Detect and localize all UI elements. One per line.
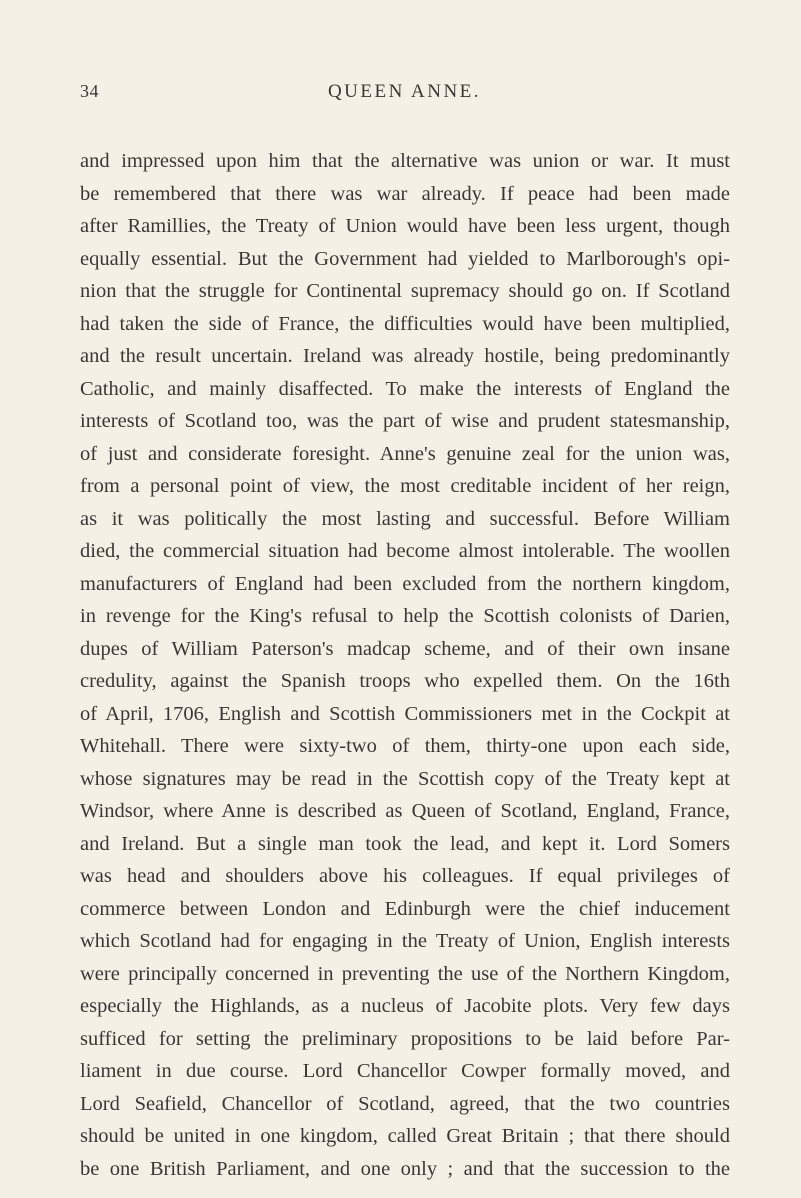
text-line: of just and considerate foresight. Anne's genuine zeal for the union was, [80,442,730,465]
text-line: from a personal point of view, the most creditable incident of her reign, [80,475,730,497]
text-line: and impressed upon him that the alternative was union or war. It must [80,150,730,172]
text-line: sufficed for setting the preliminary propositions to be laid before Par- [80,1027,730,1050]
text-line: and the result uncertain. Ireland was already hostile, being predominantly [80,345,730,367]
text-line: and Ireland. But a single man took the lead, and kept it. Lord Somers [80,832,730,855]
text-line: whose signatures may be read in the Scottish copy of the Treaty kept at [80,767,730,790]
text-line: which Scotland had for engaging in the Treaty of Union, English interests [80,930,730,952]
text-line: liament in due course. Lord Chancellor Cowper formally moved, and [80,1060,730,1082]
text-line: as it was politically the most lasting and successful. Before William [80,507,730,530]
text-line: interests of Scotland too, was the part of wise and prudent statesmanship, [80,410,730,432]
body-paragraph [80,145,730,1185]
text-line: had taken the side of France, the difficulties would have been multiplied, [80,312,730,335]
text-line: commerce between London and Edinburgh were the chief inducement [80,897,730,920]
text-line: be remembered that there was war already. If peace had been made [80,182,730,205]
text-line: after Ramillies, the Treaty of Union would have been less urgent, though [80,215,730,237]
text-line: equally essential. But the Government had yielded to Marlborough's opi- [80,247,730,270]
running-header [80,81,729,109]
text-line: dupes of William Paterson's madcap scheme, and of their own insane [80,637,730,660]
text-line: especially the Highlands, as a nucleus of Jacobite plots. Very few days [80,995,730,1017]
text-line: manufacturers of England had been excluded from the northern kingdom, [80,572,730,595]
text-line: be one British Parliament, and one only ; and that the succession to the [80,1157,730,1180]
text-line: died, the commercial situation had become almost intolerable. The woollen [80,540,730,562]
text-line: should be united in one kingdom, called Great Britain ; that there should [80,1125,730,1147]
text-line: Lord Seafield, Chancellor of Scotland, agreed, that the two countries [80,1092,730,1115]
text-line: credulity, against the Spanish troops who expelled them. On the 16th [80,670,730,692]
text-line: Windsor, where Anne is described as Queen of Scotland, England, France, [80,800,730,822]
text-line: in revenge for the King's refusal to help the Scottish colonists of Darien, [80,605,730,627]
running-title: QUEEN ANNE. [327,81,482,102]
text-line: of April, 1706, English and Scottish Commissioners met in the Cockpit at [80,702,730,725]
text-line: Catholic, and mainly disaffected. To make the interests of England the [80,377,730,400]
text-line: was head and shoulders above his colleagues. If equal privileges of [80,865,730,887]
text-line: nion that the struggle for Continental supremacy should go on. If Scotland [80,280,730,302]
page-number: 34 [80,81,99,101]
text-line: Whitehall. There were sixty-two of them, thirty-one upon each side, [80,735,730,757]
text-line: were principally concerned in preventing the use of the Northern Kingdom, [80,962,730,985]
